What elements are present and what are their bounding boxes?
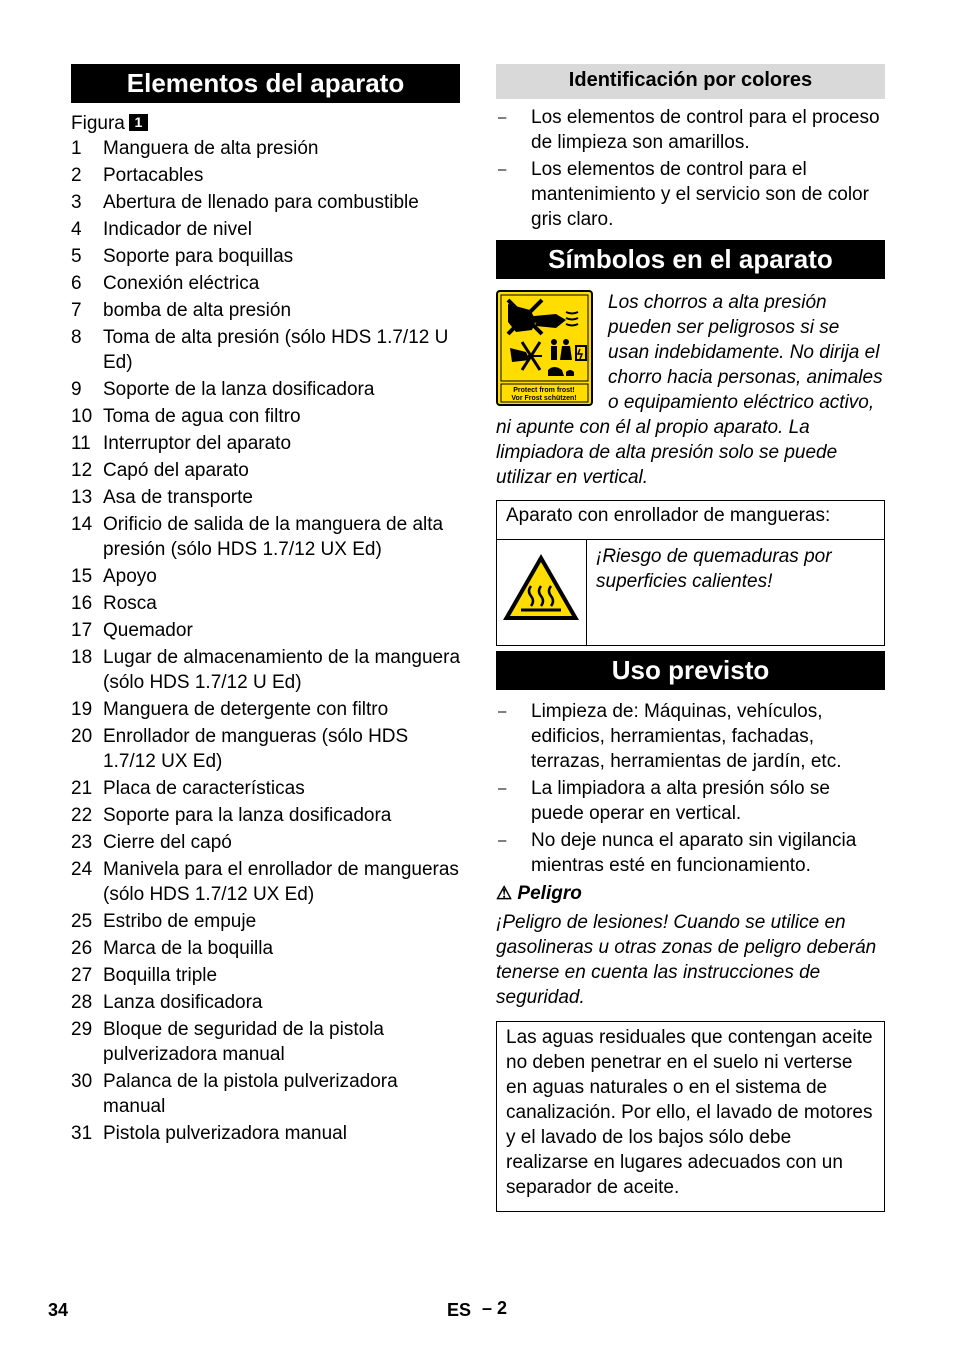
part-label: bomba de alta presión xyxy=(103,300,292,321)
frost-label-en: Protect from frost! xyxy=(513,387,575,394)
section-heading-elementos: Elementos del aparato xyxy=(71,64,460,103)
part-number: 2 xyxy=(71,165,82,186)
hot-surface-warning-icon xyxy=(497,540,586,638)
frost-label-de: Vor Frost schützen! xyxy=(511,395,577,402)
oil-note-text: Las aguas residuales que contengan aceite no deben penetrar en el suelo ni verterse en aguas naturales o en el sistema de canalización. Por ello, el lavado de motores y el lavado de los bajos sólo debe realizarse en lugares adecuados con un separador de aceite. xyxy=(506,1027,873,1198)
dash-bullet: – xyxy=(498,703,507,720)
danger-heading xyxy=(496,881,885,906)
part-item xyxy=(71,803,460,828)
part-item xyxy=(71,857,460,907)
part-label: Abertura de llenado para combustible xyxy=(103,192,419,213)
section-heading-colores: Identificación por colores xyxy=(496,64,885,99)
part-label: Lugar de almacenamiento de la manguera (sólo HDS 1.7/12 U Ed) xyxy=(103,647,461,693)
symbols-block xyxy=(496,290,885,490)
part-number: 17 xyxy=(71,620,93,641)
part-item xyxy=(71,512,460,562)
bullet-text: No deje nunca el aparato sin vigilancia mientras esté en funcionamiento. xyxy=(531,830,857,876)
part-label: Boquilla triple xyxy=(103,965,218,986)
part-label: Conexión eléctrica xyxy=(103,273,260,294)
part-label: Apoyo xyxy=(103,566,157,587)
language-code: ES xyxy=(447,1300,472,1320)
part-label: Manguera de alta presión xyxy=(103,138,319,159)
danger-text: ¡Peligro de lesiones! Cuando se utilice en gasolineras u otras zonas de peligro deberán tenerse en cuenta las instrucciones de seguridad. xyxy=(496,912,877,1008)
part-label: Pistola pulverizadora manual xyxy=(103,1123,347,1144)
part-item xyxy=(71,458,460,483)
part-number: 31 xyxy=(71,1123,93,1144)
bullet-item xyxy=(496,157,885,232)
part-label: Estribo de empuje xyxy=(103,911,257,932)
part-item xyxy=(71,244,460,269)
bullet-text: Los elementos de control para el proceso de limpieza son amarillos. xyxy=(531,107,880,153)
part-item xyxy=(71,325,460,375)
part-item xyxy=(71,485,460,510)
figure-number-badge: 1 xyxy=(129,114,148,131)
part-item xyxy=(71,163,460,188)
oil-note-box xyxy=(496,1021,885,1212)
bullet-text: La limpiadora a alta presión sólo se puede operar en vertical. xyxy=(531,778,830,824)
part-number: 7 xyxy=(71,300,82,321)
part-number: 22 xyxy=(71,805,93,826)
part-label: Capó del aparato xyxy=(103,460,249,481)
part-label: Orificio de salida de la manguera de alta presión (sólo HDS 1.7/12 UX Ed) xyxy=(103,514,444,560)
part-number: 28 xyxy=(71,992,93,1013)
dash-bullet: – xyxy=(498,161,507,178)
part-number: 8 xyxy=(71,327,82,348)
part-label: Quemador xyxy=(103,620,193,641)
part-item xyxy=(71,1017,460,1067)
part-number: 30 xyxy=(71,1071,93,1092)
part-number: 18 xyxy=(71,647,93,668)
right-column xyxy=(496,64,885,1212)
part-item xyxy=(71,217,460,242)
danger-label: Peligro xyxy=(517,883,582,904)
colors-list xyxy=(496,105,885,232)
part-number: 25 xyxy=(71,911,93,932)
part-number: 11 xyxy=(71,433,91,454)
part-number: 21 xyxy=(71,778,93,799)
part-item xyxy=(71,936,460,961)
bullet-item xyxy=(496,105,885,155)
left-column xyxy=(71,64,460,1148)
section-heading-uso: Uso previsto xyxy=(496,651,885,690)
part-item xyxy=(71,697,460,722)
part-number: 5 xyxy=(71,246,82,267)
part-number: 27 xyxy=(71,965,93,986)
hot-surface-icon-cell xyxy=(497,540,587,646)
dash-bullet: – xyxy=(498,780,507,797)
part-label: Enrollador de mangueras (sólo HDS 1.7/12 UX Ed) xyxy=(103,726,409,772)
bullet-item xyxy=(496,828,885,878)
bullet-text: Los elementos de control para el mantenimiento y el servicio son de color gris claro. xyxy=(531,159,869,230)
part-label: Soporte de la lanza dosificadora xyxy=(103,379,375,400)
part-number: 13 xyxy=(71,487,93,508)
part-label: Interruptor del aparato xyxy=(103,433,292,454)
part-label: Indicador de nivel xyxy=(103,219,252,240)
part-number: 6 xyxy=(71,273,82,294)
part-item xyxy=(71,591,460,616)
warning-triangle-icon: ⚠ xyxy=(496,883,513,903)
part-number: 15 xyxy=(71,566,93,587)
symbols-text: Los chorros a alta presión pueden ser peligrosos si se usan indebidamente. No dirija el chorro hacia personas, animales o equipamiento eléctrico activo, ni apunte con él al propio aparato. La limpiadora de alta presión solo se puede utilizar en vertical. xyxy=(496,292,883,488)
part-item xyxy=(71,190,460,215)
part-number: 12 xyxy=(71,460,93,481)
part-item xyxy=(71,990,460,1015)
part-label: Soporte para boquillas xyxy=(103,246,294,267)
bullet-item xyxy=(496,699,885,774)
part-label: Placa de características xyxy=(103,778,305,799)
part-item xyxy=(71,724,460,774)
bullet-item xyxy=(496,776,885,826)
figure-reference xyxy=(71,111,460,136)
part-item xyxy=(71,909,460,934)
pressure-jet-warning-icon xyxy=(496,290,593,406)
part-number: 9 xyxy=(71,379,82,400)
use-list xyxy=(496,699,885,878)
part-item xyxy=(71,404,460,429)
part-item xyxy=(71,136,460,161)
dash-bullet: – xyxy=(498,832,507,849)
part-number: 23 xyxy=(71,832,93,853)
part-item xyxy=(71,830,460,855)
part-number: 26 xyxy=(71,938,93,959)
part-item xyxy=(71,377,460,402)
part-number: 3 xyxy=(71,192,82,213)
part-label: Portacables xyxy=(103,165,204,186)
part-label: Marca de la boquilla xyxy=(103,938,274,959)
part-label: Toma de agua con filtro xyxy=(103,406,301,427)
part-item xyxy=(71,963,460,988)
page-number: 34 xyxy=(48,1300,69,1320)
part-item xyxy=(71,271,460,296)
bullet-text: Limpieza de: Máquinas, vehículos, edificios, herramientas, fachadas, terrazas, herramientas de jardín, etc. xyxy=(531,701,842,772)
part-label: Bloque de seguridad de la pistola pulverizadora manual xyxy=(103,1019,384,1065)
part-item xyxy=(71,1121,460,1146)
hot-surface-text: ¡Riesgo de quemaduras por superficies calientes! xyxy=(587,540,885,646)
parts-list xyxy=(71,136,460,1146)
part-number: 10 xyxy=(71,406,93,427)
section-heading-simbolos: Símbolos en el aparato xyxy=(496,240,885,279)
part-number: 16 xyxy=(71,593,93,614)
part-item xyxy=(71,645,460,695)
part-item xyxy=(71,1069,460,1119)
part-label: Rosca xyxy=(103,593,157,614)
hot-surface-table xyxy=(496,500,885,646)
part-number: 19 xyxy=(71,699,93,720)
part-number: 4 xyxy=(71,219,82,240)
part-item xyxy=(71,298,460,323)
dash-bullet: – xyxy=(498,109,507,126)
part-number: 14 xyxy=(71,514,93,535)
part-label: Soporte para la lanza dosificadora xyxy=(103,805,392,826)
hose-reel-label: Aparato con enrollador de mangueras: xyxy=(497,501,885,540)
part-label: Palanca de la pistola pulverizadora manual xyxy=(103,1071,398,1117)
part-item xyxy=(71,431,460,456)
part-item xyxy=(71,618,460,643)
part-number: 20 xyxy=(71,726,93,747)
part-label: Cierre del capó xyxy=(103,832,232,853)
part-label: Toma de alta presión (sólo HDS 1.7/12 U Ed) xyxy=(103,327,449,373)
part-item xyxy=(71,564,460,589)
part-number: 24 xyxy=(71,859,93,880)
part-number: 29 xyxy=(71,1019,93,1040)
part-label: Lanza dosificadora xyxy=(103,992,263,1013)
sub-page-number: – 2 xyxy=(482,1298,508,1318)
part-item xyxy=(71,776,460,801)
part-label: Manivela para el enrollador de mangueras (sólo HDS 1.7/12 UX Ed) xyxy=(103,859,459,905)
part-label: Manguera de detergente con filtro xyxy=(103,699,389,720)
part-label: Asa de transporte xyxy=(103,487,253,508)
part-number: 1 xyxy=(71,138,82,159)
figure-label: Figura xyxy=(71,113,125,134)
